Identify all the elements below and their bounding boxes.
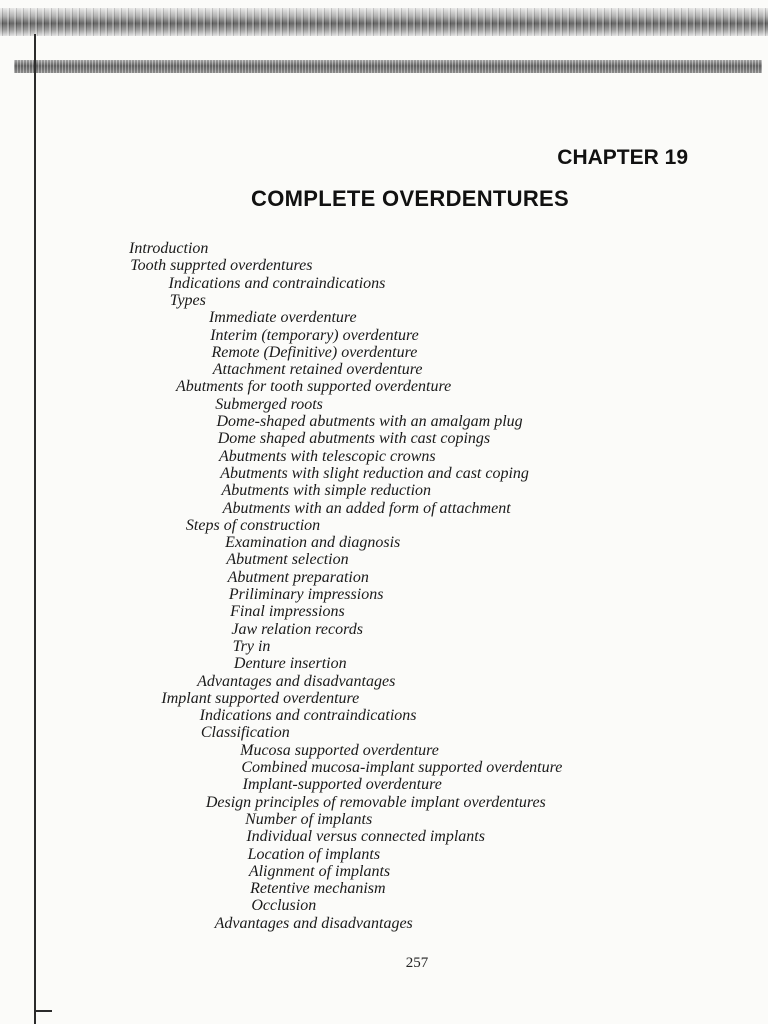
toc-entry-level-2: Abutments with simple reduction [221,482,432,500]
toc-entry-level-2: Abutments with an added form of attachment [222,499,511,517]
toc-entry-level-1: Types [169,291,206,309]
toc-entry-level-1: Classification [200,724,290,742]
toc-entry-level-2: Alignment of implants [248,862,391,880]
toc-entry-level-2: Location of implants [247,845,381,863]
toc-entry-level-2: Denture insertion [233,655,347,673]
toc-entry-level-2: Abutments with telescopic crowns [218,447,436,465]
header-rule [14,60,762,73]
toc-entry-level-2: Dome-shaped abutments with an amalgam plug [216,413,523,430]
toc-entry-level-2: Attachment retained overdenture [212,361,423,379]
toc-entry-level-2: Abutment selection [226,551,349,569]
toc-entry-level-1: Indications and contraindications [168,274,386,292]
toc-entry-level-2: Number of implants [245,810,373,828]
toc-entry-level-0: Implant supported overdenture [161,689,360,707]
chapter-label: CHAPTER 19 [557,146,688,169]
toc-entry-level-2: Individual versus connected implants [246,828,485,846]
toc-entry-level-2: Remote (Definitive) overdenture [211,343,418,361]
toc-entry-level-2: Implant-supported overdenture [242,776,442,794]
toc-entry-level-2: Occlusion [251,897,317,915]
toc-entry-level-1: Steps of construction [185,516,321,534]
toc-entry-level-2: Combined mucosa-implant supported overdenture [241,759,563,776]
margin-line [34,34,36,1024]
toc-entry-level-2: Abutments with slight reduction and cast coping [220,464,529,482]
toc-entry-level-2: Final impressions [230,603,345,621]
toc-entry-level-2: Dome shaped abutments with cast copings [217,430,491,448]
toc-entry-level-1: Design principles of removable implant overdentures [205,793,546,811]
chapter-title: COMPLETE OVERDENTURES [251,186,569,211]
toc-entry-level-2: Immediate overdenture [208,309,357,327]
toc-entry-level-0: Tooth supprted overdentures [130,257,313,275]
toc-entry-level-1: Indications and contraindications [199,707,417,725]
toc-entry-level-2: Mucosa supported overdenture [240,741,439,759]
toc-entry-level-2: Retentive mechanism [250,880,386,898]
toc-entry-level-1: Advantages and disadvantages [214,914,413,932]
toc-entry-level-2: Abutment preparation [227,568,369,586]
toc-entry-level-0: Introduction [129,240,209,257]
toc-entry-level-2: Submerged roots [215,395,323,413]
toc-entry-level-2: Try in [232,637,271,655]
toc-entry-level-2: Interim (temporary) overdenture [210,326,419,344]
page-number: 257 [405,955,429,971]
toc-entry-level-1: Advantages and disadvantages [197,672,396,690]
toc-entry-level-2: Priliminary impressions [228,586,384,603]
scan-shadow-band [0,8,768,36]
toc-entry-level-2: Jaw relation records [231,620,363,638]
toc-entry-level-2: Examination and diagnosis [225,534,401,552]
margin-tick [34,1010,52,1022]
toc-entry-level-1: Abutments for tooth supported overdenture [175,378,452,396]
